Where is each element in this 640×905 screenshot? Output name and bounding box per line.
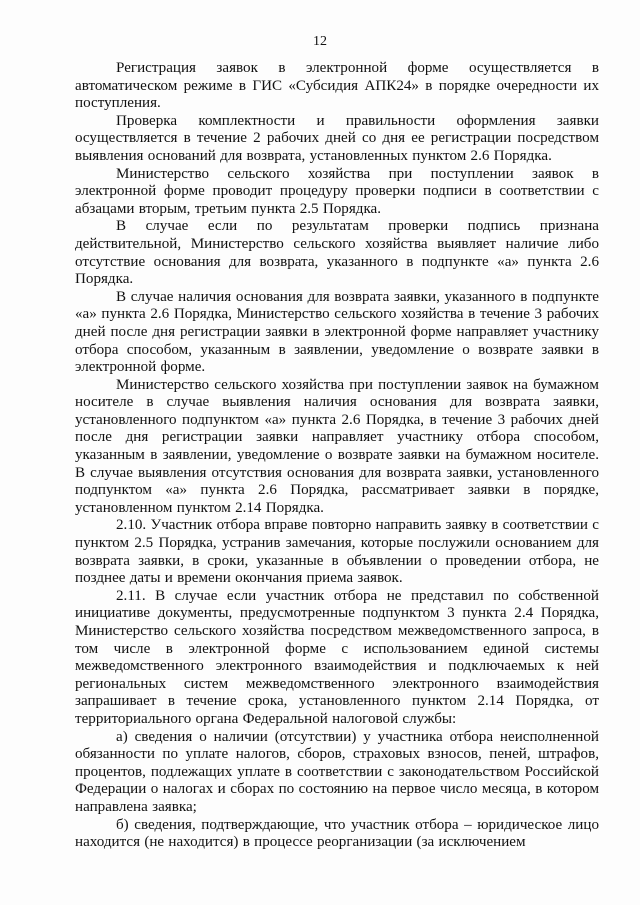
paragraph-completeness-check: Проверка комплектности и правильности оформления заявки осуществляется в течение 2 рабочих дней со дня ее регистрации посредством выявления оснований для возврата, установленных пунктом 2.6 Порядка. [75, 112, 599, 164]
paragraph-2-11: 2.11. В случае если участник отбора не представил по собственной инициативе документы, предусмотренные подпунктом 3 пункта 2.4 Порядка, Министерство сельского хозяйства посредством межведомственного запроса, в том числе в электронной форме с использованием единой системы межведомственного электронного взаимодействия и подключаемых к ней региональных систем межведомственного электронного взаимодействия запрашивает в течение срока, установленного пунктом 2.14 Порядка, от территориального органа Федеральной налоговой службы: [75, 587, 599, 727]
paragraph-signature-valid: В случае если по результатам проверки подпись признана действительной, Министерство сельского хозяйства выявляет наличие либо отсутствие основания для возврата, указанного в подпункте «а» пункта 2.6 Порядка. [75, 218, 599, 288]
paragraph-registration: Регистрация заявок в электронной форме осуществляется в автоматическом режиме в ГИС «Субсидия АПК24» в порядке очередности их поступления. [75, 60, 599, 112]
paragraph-2-10: 2.10. Участник отбора вправе повторно направить заявку в соответствии с пунктом 2.5 Порядка, устранив замечания, которые послужили основанием для возврата заявки, в сроки, указанные в объявлении о проведении отбора, не позднее даты и времени окончания приема заявок. [75, 517, 599, 587]
page-number: 12 [313, 34, 327, 49]
paragraph-signature-check: Министерство сельского хозяйства при поступлении заявок в электронной форме проводит процедуру проверки подписи в соответствии с абзацами вторым, третьим пункта 2.5 Порядка. [75, 165, 599, 217]
paragraph-return-electronic: В случае наличия основания для возврата заявки, указанного в подпункте «а» пункта 2.6 Порядка, Министерство сельского хозяйства в течение 3 рабочих дней после дня регистрации заявки в электронной форме направляет участнику отбора способом, указанным в заявлении, уведомление о возврате заявки в электронной форме. [75, 288, 599, 376]
document-body [75, 60, 599, 852]
paragraph-return-paper: Министерство сельского хозяйства при поступлении заявок на бумажном носителе в случае выявления наличия основания для возврата заявки, установленного подпунктом «а» пункта 2.6 Порядка, в течение 3 рабочих дней после дня регистрации заявки направляет участнику отбора способом, указанным в заявлении, уведомление о возврате заявки на бумажном носителе. В случае выявления отсутствия основания для возврата заявки, установленного подпунктом «а» пункта 2.6 Порядка, рассматривает заявки в порядке, установленном пунктом 2.14 Порядка. [75, 376, 599, 516]
paragraph-item-a: а) сведения о наличии (отсутствии) у участника отбора неисполненной обязанности по уплате налогов, сборов, страховых взносов, пеней, штрафов, процентов, подлежащих уплате в соответствии с законодательством Российской Федерации о налогах и сборах по состоянию на первое число месяца, в котором направлена заявка; [75, 728, 599, 815]
paragraph-item-b: б) сведения, подтверждающие, что участник отбора – юридическое лицо находится (не находится) в процессе реорганизации (за исключением [75, 816, 599, 851]
